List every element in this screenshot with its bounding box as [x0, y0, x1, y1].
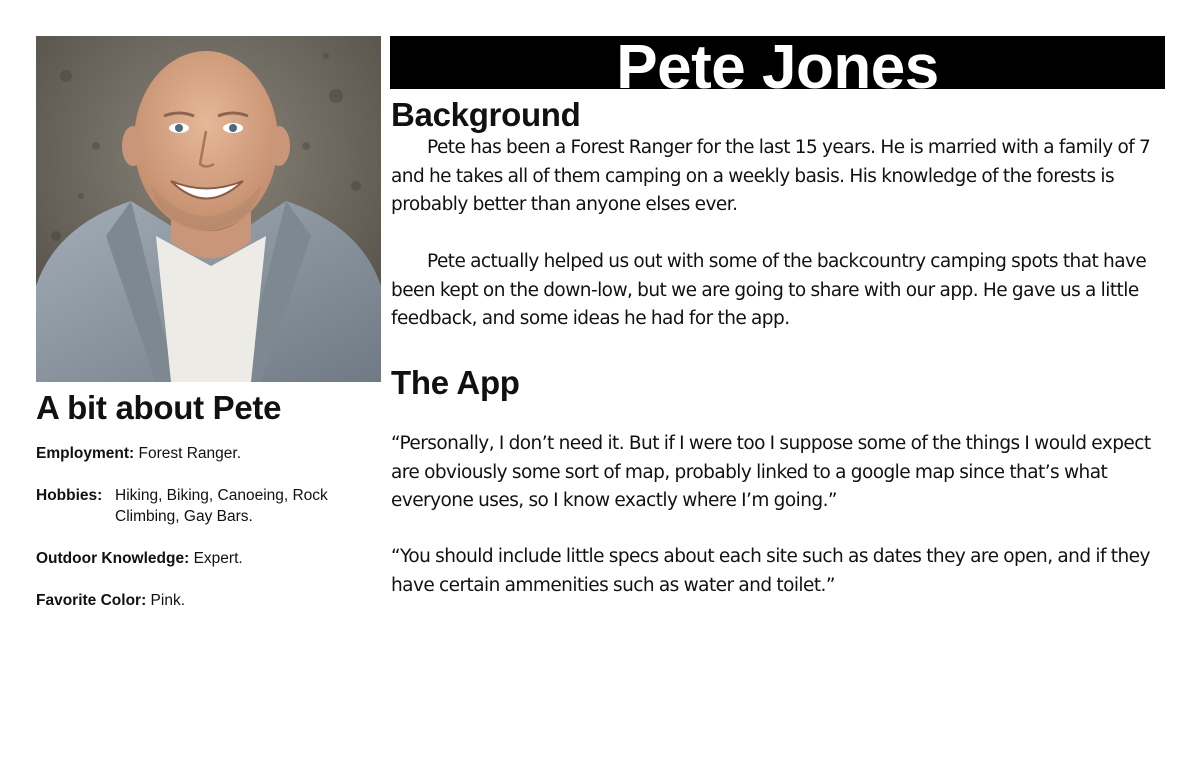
fact-label: Outdoor Knowledge:	[36, 550, 190, 567]
fact-favorite-color	[36, 590, 371, 611]
fact-employment	[36, 443, 371, 464]
fact-value: Pink.	[150, 592, 186, 609]
about-facts	[36, 443, 371, 632]
fact-hobbies	[36, 485, 371, 527]
app-heading: The App	[391, 364, 520, 401]
fact-value: Forest Ranger.	[138, 445, 242, 462]
fact-label: Hobbies:	[36, 487, 103, 504]
fact-outdoor-knowledge	[36, 548, 371, 569]
portrait-photo-icon	[36, 36, 381, 382]
profile-name: Pete Jones	[616, 36, 939, 89]
background-paragraph: Pete actually helped us out with some of the backcountry camping spots that have been kept on the down-low, but we are going to share with our app. He gave us a little feedback, and some ideas he had for the app.	[391, 251, 1147, 329]
fact-label: Favorite Color:	[36, 592, 147, 609]
profile-photo	[36, 36, 381, 382]
name-banner	[390, 36, 1165, 89]
fact-value: Hiking, Biking, Canoeing, Rock Climbing, Gay Bars.	[115, 487, 328, 525]
fact-label: Employment:	[36, 445, 135, 462]
background-paragraph: Pete has been a Forest Ranger for the last 15 years. He is married with a family of 7 and he takes all of them camping on a weekly basis. His knowledge of the forests is probably better than anyone elses ever.	[391, 137, 1151, 215]
background-heading: Background	[391, 96, 581, 133]
about-title: A bit about Pete	[36, 389, 282, 426]
app-quote: “You should include little specs about each site such as dates they are open, and if they have certain ammenities such as water and toilet.”	[391, 546, 1150, 596]
fact-value: Expert.	[193, 550, 243, 567]
app-quote: “Personally, I don’t need it. But if I were too I suppose some of the things I would expect are obviously some sort of map, probably linked to a google map since that’s what everyone uses, so I know exactly where I’m going.”	[391, 433, 1151, 511]
